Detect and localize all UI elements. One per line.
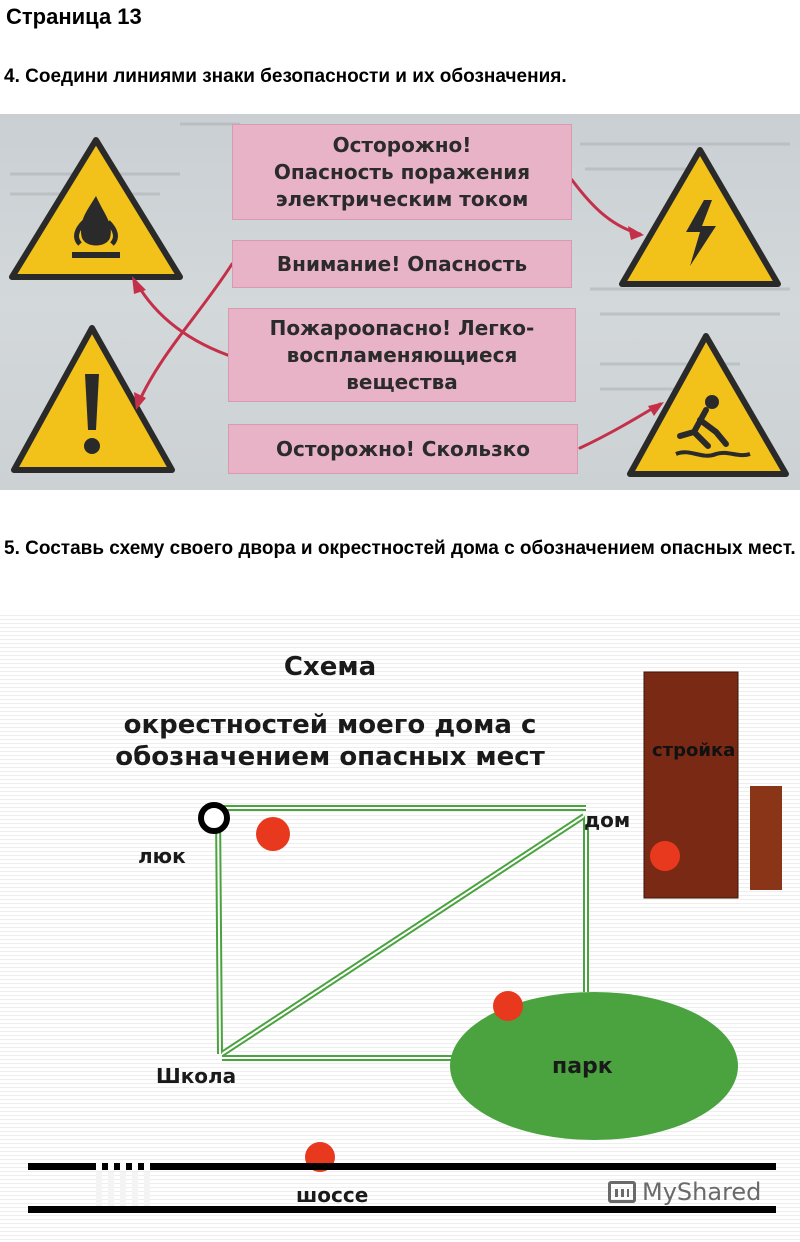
- hatch-icon: [201, 805, 227, 831]
- construction-small-building: [750, 786, 782, 890]
- label-slippery-line-1: Осторожно! Скользко: [275, 436, 530, 461]
- label-electric-line-3: электрическим током: [275, 186, 529, 211]
- label-construction: стройка: [652, 740, 736, 761]
- label-fire: [228, 308, 576, 402]
- label-school: Школа: [156, 1064, 237, 1088]
- label-park: парк: [552, 1054, 613, 1079]
- page-title: Страница 13: [6, 4, 142, 29]
- danger-marker-park: [493, 991, 523, 1021]
- label-electric: [232, 124, 572, 220]
- label-electric-line-1: Осторожно!: [332, 132, 472, 157]
- label-home: дом: [584, 808, 631, 832]
- scheme-title-2: окрестностей моего дома с: [123, 710, 537, 740]
- label-hatch: люк: [138, 844, 186, 868]
- neighborhood-scheme: [0, 612, 800, 1242]
- arrow-fire: [136, 282, 236, 358]
- label-fire-line-1: Пожароопасно! Легко-: [269, 315, 535, 340]
- arrow-electric: [572, 180, 640, 234]
- label-attention: [232, 240, 572, 288]
- flame-warning-sign: [12, 140, 180, 277]
- label-slippery: [228, 424, 578, 474]
- label-highway: шоссе: [296, 1183, 369, 1207]
- label-fire-line-3: вещества: [346, 369, 458, 394]
- task-5-text: 5. Составь схему своего двора и окрестностей дома с обозначением опасных мест.: [4, 538, 796, 559]
- scheme-title-3: обозначением опасных мест: [115, 742, 545, 772]
- danger-marker-hatch: [256, 817, 290, 851]
- label-attention-line-1: Внимание! Опасность: [276, 251, 528, 276]
- exclamation-warning-sign: [14, 328, 172, 470]
- watermark-text: MyShared: [642, 1178, 762, 1206]
- task-4-text: 4. Соедини линиями знаки безопасности и их обозначения.: [4, 66, 567, 87]
- myshared-watermark: [608, 1178, 761, 1206]
- safety-signs-photo: [0, 114, 800, 490]
- label-electric-line-2: Опасность поражения: [273, 159, 531, 184]
- presentation-icon: [608, 1181, 636, 1203]
- danger-marker-construction: [650, 841, 680, 871]
- scheme-title-1: Схема: [283, 652, 377, 682]
- label-fire-line-2: воспламеняющиеся: [286, 342, 518, 367]
